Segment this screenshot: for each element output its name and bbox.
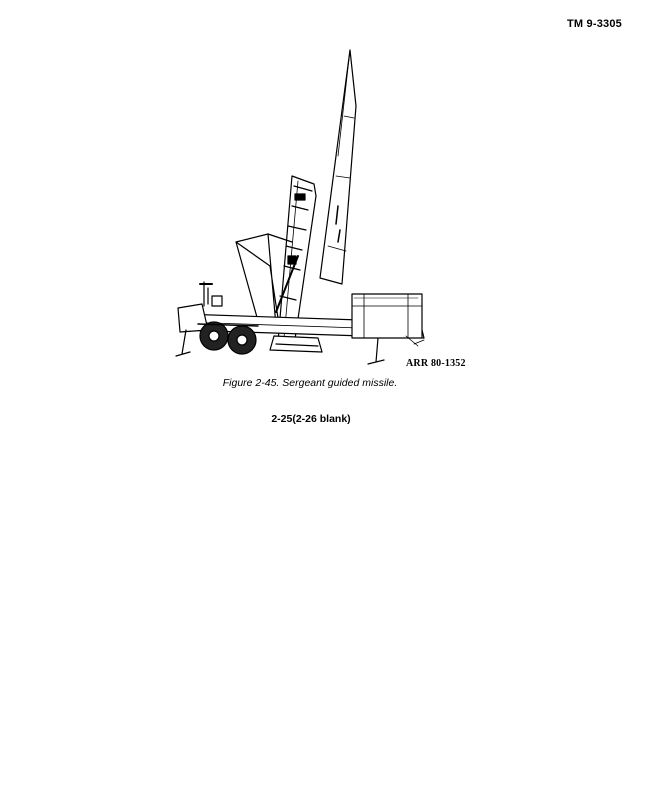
missile-launcher-drawing bbox=[168, 46, 458, 366]
jack-left bbox=[176, 330, 190, 356]
jack-right bbox=[368, 338, 384, 364]
document-id: TM 9-3305 bbox=[567, 18, 622, 30]
page-number: 2-25(2-26 blank) bbox=[271, 413, 351, 425]
equipment-box bbox=[352, 294, 422, 338]
a-frame bbox=[236, 234, 278, 328]
figure-illustration bbox=[168, 46, 458, 366]
figure-caption: Figure 2-45. Sergeant guided missile. bbox=[222, 377, 398, 389]
figure-reference-code: ARR 80-1352 bbox=[406, 358, 466, 369]
